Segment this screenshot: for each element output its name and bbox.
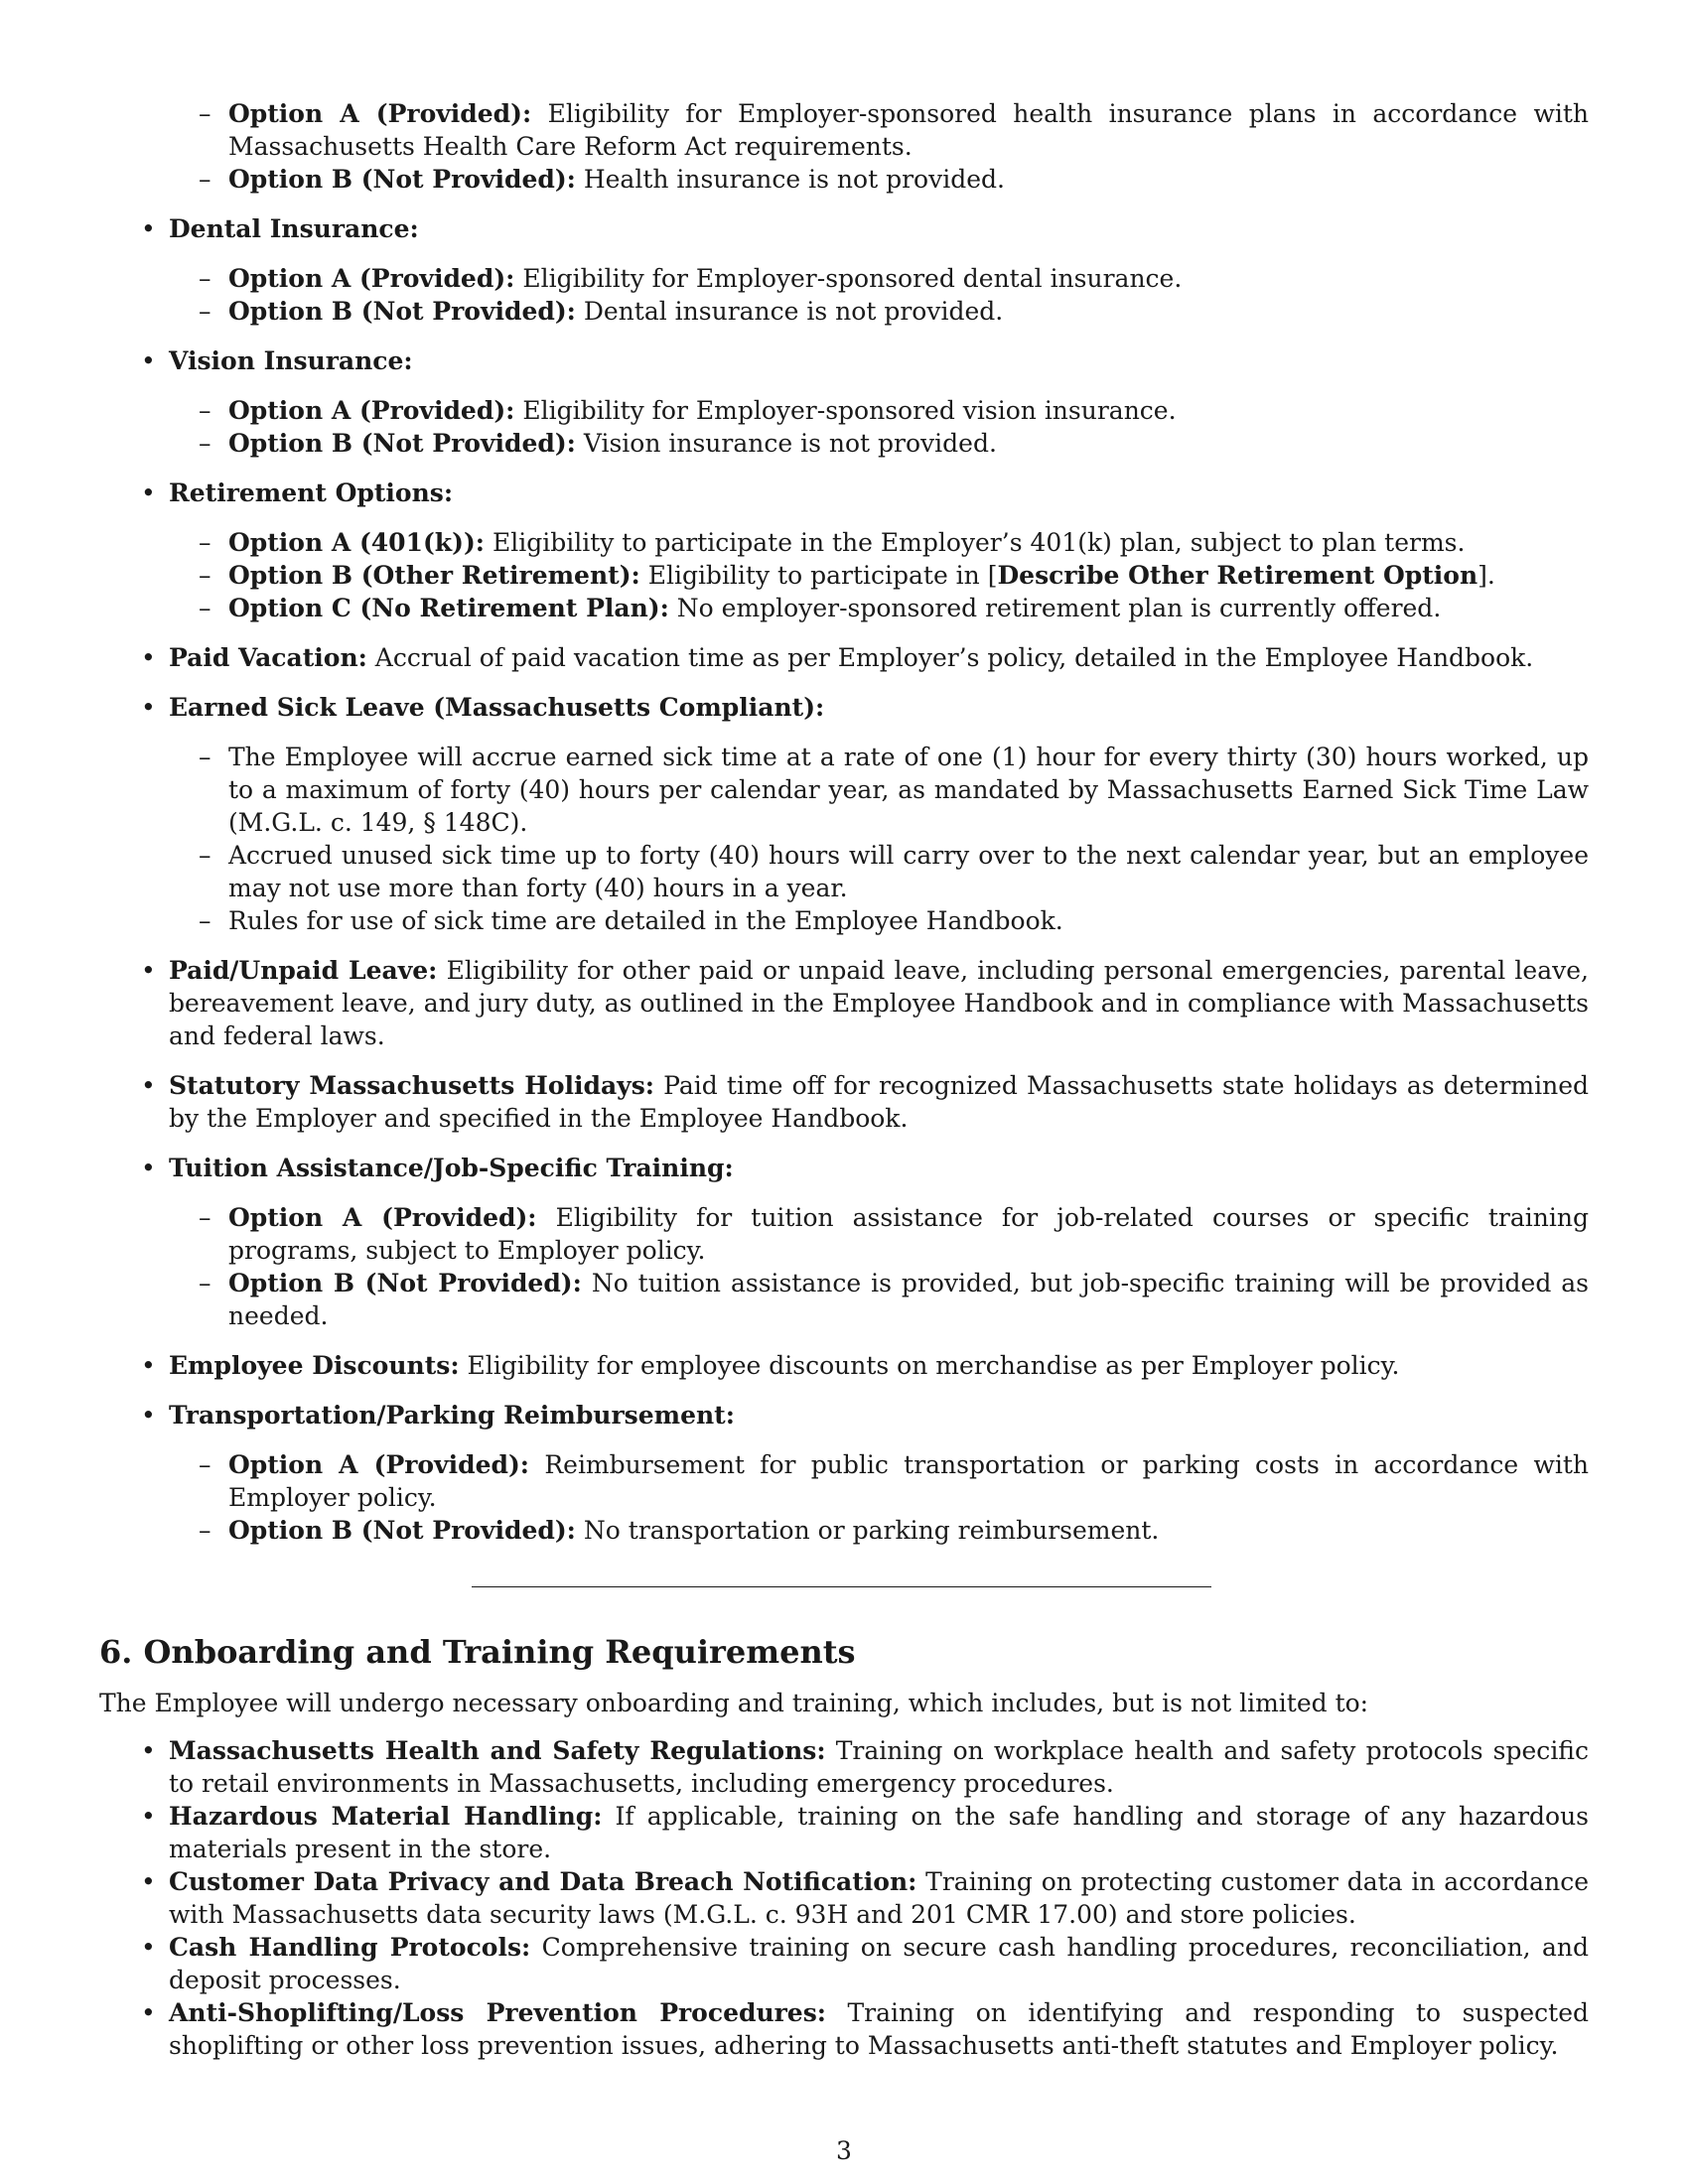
list-item: – Option B (Not Provided): No transportation or parking reimbursement.	[228, 1514, 1589, 1547]
list-item-transport: • Transportation/Parking Reimbursement: – Option A (Provided): Reimbursement for public transportation or parking costs in accordance with Employer policy. – Option B (Not Provided): No transportation or parking reimbursement.	[169, 1399, 1589, 1547]
list-item: – Option C (No Retirement Plan): No employer-sponsored retirement plan is currently offered.	[228, 592, 1589, 624]
sick-leave-details	[228, 741, 1589, 937]
vision-options	[228, 394, 1589, 460]
list-item-tuition: • Tuition Assistance/Job-Specific Training: – Option A (Provided): Eligibility for tuition assistance for job-related courses or specific training programs, subject to Employer policy. – Option B (Not Provided): No tuition assistance is provided, but job-specific training will be provided as needed.	[169, 1152, 1589, 1332]
list-item: • Customer Data Privacy and Data Breach Notification: Training on protecting customer data in accordance with Massachusetts data security laws (M.G.L. c. 93H and 201 CMR 17.00) and store policies.	[169, 1865, 1589, 1931]
health-insurance-options	[228, 97, 1589, 196]
tuition-options	[228, 1201, 1589, 1332]
list-item-sick-leave: • Earned Sick Leave (Massachusetts Compliant): – The Employee will accrue earned sick time at a rate of one (1) hour for every thirty (30) hours worked, up to a maximum of forty (40) hours per calendar year, as mandated by Massachusetts Earned Sick Time Law (M.G.L. c. 149, § 148C). – Accrued unused sick time up to forty (40) hours will carry over to the next calendar year, but an employee may not use more than forty (40) hours in a year. – Rules for use of sick time are detailed in the Employee Handbook.	[169, 691, 1589, 937]
list-item-vision: • Vision Insurance: – Option A (Provided): Eligibility for Employer-sponsored vision insurance. – Option B (Not Provided): Vision insurance is not provided.	[169, 344, 1589, 460]
list-item-retirement: • Retirement Options: – Option A (401(k)): Eligibility to participate in the Employer’s 401(k) plan, subject to plan terms. – Option B (Other Retirement): Eligibility to participate in [Describe Other Retirement Option]. – Option C (No Retirement Plan): No employer-sponsored retirement plan is currently offered.	[169, 477, 1589, 624]
list-item: • Anti-Shoplifting/Loss Prevention Procedures: Training on identifying and responding to suspected shoplifting or other loss prevention issues, adhering to Massachusetts anti-theft statutes and Employer policy.	[169, 1996, 1589, 2062]
list-item: – Option A (Provided): Eligibility for tuition assistance for job-related courses or specific training programs, subject to Employer policy.	[228, 1201, 1589, 1267]
list-item: – Accrued unused sick time up to forty (40) hours will carry over to the next calendar year, but an employee may not use more than forty (40) hours in a year.	[228, 839, 1589, 904]
section-heading: 6. Onboarding and Training Requirements	[99, 1633, 856, 1671]
list-item-vacation: • Paid Vacation: Accrual of paid vacation time as per Employer’s policy, detailed in the Employee Handbook.	[169, 641, 1589, 674]
list-item: – Option B (Other Retirement): Eligibility to participate in [Describe Other Retirement Option].	[228, 559, 1589, 592]
list-item: • Cash Handling Protocols: Comprehensive training on secure cash handling procedures, reconciliation, and deposit processes.	[169, 1931, 1589, 1996]
list-item-discounts: • Employee Discounts: Eligibility for employee discounts on merchandise as per Employer policy.	[169, 1349, 1589, 1382]
list-item: – Option B (Not Provided): Health insurance is not provided.	[228, 163, 1589, 196]
list-item-dental: • Dental Insurance: – Option A (Provided): Eligibility for Employer-sponsored dental insurance. – Option B (Not Provided): Dental insurance is not provided.	[169, 212, 1589, 328]
list-item: • Massachusetts Health and Safety Regulations: Training on workplace health and safety protocols specific to retail environments in Massachusetts, including emergency procedures.	[169, 1734, 1589, 1800]
list-item: – Option A (Provided): Eligibility for Employer-sponsored vision insurance.	[228, 394, 1589, 427]
section-divider	[472, 1586, 1211, 1587]
list-item: – Option B (Not Provided): No tuition assistance is provided, but job-specific training will be provided as needed.	[228, 1267, 1589, 1332]
transport-options	[228, 1448, 1589, 1547]
list-item: – Option A (Provided): Eligibility for Employer-sponsored health insurance plans in accordance with Massachusetts Health Care Reform Act requirements.	[228, 97, 1589, 163]
list-item: – Option A (Provided): Reimbursement for public transportation or parking costs in accordance with Employer policy.	[228, 1448, 1589, 1514]
list-item: – Rules for use of sick time are detailed in the Employee Handbook.	[228, 904, 1589, 937]
page-content	[99, 97, 1589, 2062]
page-number: 3	[836, 2136, 852, 2165]
section-intro: The Employee will undergo necessary onboarding and training, which includes, but is not limited to:	[99, 1689, 1369, 1717]
list-item: – Option B (Not Provided): Dental insurance is not provided.	[228, 295, 1589, 328]
list-item-holidays: • Statutory Massachusetts Holidays: Paid time off for recognized Massachusetts state holidays as determined by the Employer and specified in the Employee Handbook.	[169, 1069, 1589, 1135]
dental-options	[228, 262, 1589, 328]
benefits-list	[169, 212, 1589, 1547]
list-item: – Option B (Not Provided): Vision insurance is not provided.	[228, 427, 1589, 460]
list-item: • Hazardous Material Handling: If applicable, training on the safe handling and storage of any hazardous materials present in the store.	[169, 1800, 1589, 1865]
list-item: – Option A (401(k)): Eligibility to participate in the Employer’s 401(k) plan, subject to plan terms.	[228, 526, 1589, 559]
list-item: – Option A (Provided): Eligibility for Employer-sponsored dental insurance.	[228, 262, 1589, 295]
training-list	[169, 1734, 1589, 2062]
list-item: – The Employee will accrue earned sick time at a rate of one (1) hour for every thirty (30) hours worked, up to a maximum of forty (40) hours per calendar year, as mandated by Massachusetts Earned Sick Time Law (M.G.L. c. 149, § 148C).	[228, 741, 1589, 839]
retirement-options	[228, 526, 1589, 624]
list-item-paid-unpaid-leave: • Paid/Unpaid Leave: Eligibility for other paid or unpaid leave, including personal emergencies, parental leave, bereavement leave, and jury duty, as outlined in the Employee Handbook and in compliance with Massachusetts and federal laws.	[169, 954, 1589, 1052]
